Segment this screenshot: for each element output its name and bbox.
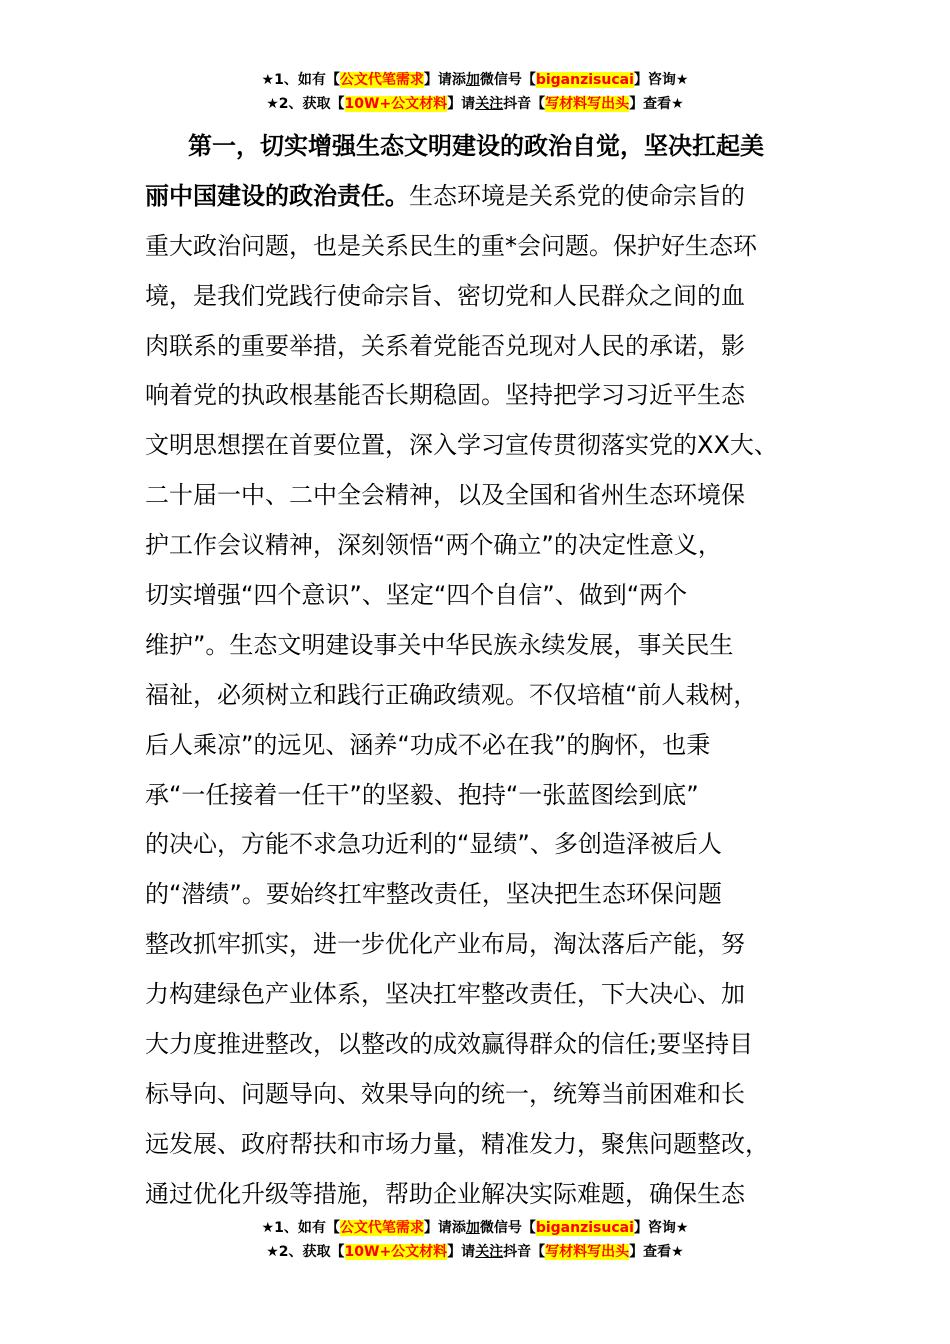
- paragraph-line: 响着党的执政根基能否长期稳固。坚持把学习习近平生态: [145, 381, 745, 410]
- wechat-id: biganzisucai: [535, 1220, 634, 1236]
- header-banner: [0, 68, 950, 116]
- banner-line-2: ★2、获取【10W+公文材料】请关注抖音【写材料写出头】查看★: [266, 1244, 684, 1260]
- paragraph-line: 大力度推进整改，以整改的成效赢得群众的信任;要坚持目: [145, 1030, 754, 1059]
- paragraph-line: 肉联系的重要举措，关系着党能否兑现对人民的承诺，影: [145, 331, 745, 360]
- paragraph-line: 重大政治问题，也是关系民生的重*会问题。保护好生态环: [145, 231, 757, 260]
- highlight-text: 10W+公文材料: [344, 1244, 448, 1260]
- highlight-text: 公文代笔需求: [339, 72, 424, 88]
- paragraph-line: 维护”。生态文明建设事关中华民族永续发展，事关民生: [145, 630, 734, 659]
- paragraph-line: 文明思想摆在首要位置，深入学习宣传贯彻落实党的XX大、: [145, 431, 778, 460]
- paragraph-line: 护工作会议精神，深刻领悟“两个确立”的决定性意义，: [145, 531, 722, 560]
- paragraph-line: 的决心，方能不求急功近利的“显绩”、多创造泽被后人: [145, 830, 722, 859]
- banner-line-1: ★1、如有【公文代笔需求】请添加微信号【biganzisucai】咨询★: [261, 1220, 689, 1236]
- douyin-account: 写材料写出头: [545, 1244, 630, 1260]
- document-body: [145, 122, 805, 1220]
- paragraph-line: 承“一任接着一任干”的坚毅、抱持“一张蓝图绘到底”: [145, 780, 699, 809]
- paragraph-line: 远发展、政府帮扶和市场力量，精准发力，聚焦问题整改，: [145, 1129, 769, 1158]
- paragraph-line: 二十届一中、二中全会精神，以及全国和省州生态环境保: [145, 481, 745, 510]
- highlight-text: 公文代笔需求: [339, 1220, 424, 1236]
- banner-line-2: ★2、获取【10W+公文材料】请关注抖音【写材料写出头】查看★: [266, 96, 684, 112]
- section-heading: 第一，切实增强生态文明建设的政治自觉，坚决扛起美: [188, 132, 764, 160]
- paragraph-line: 后人乘凉”的远见、涵养“功成不必在我”的胸怀，也秉: [145, 730, 711, 759]
- highlight-text: 10W+公文材料: [344, 96, 448, 112]
- paragraph-line: 丽中国建设的政治责任。生态环境是关系党的使命宗旨的: [145, 181, 745, 210]
- footer-banner: [0, 1216, 950, 1264]
- paragraph-line: 的“潜绩”。要始终扛牢整改责任，坚决把生态环保问题: [145, 880, 722, 909]
- paragraph-line: 力构建绿色产业体系，坚决扛牢整改责任，下大决心、加: [145, 980, 745, 1009]
- paragraph-line: 标导向、问题导向、效果导向的统一，统筹当前困难和长: [145, 1079, 745, 1108]
- paragraph-line: 整改抓牢抓实，进一步优化产业布局，淘汰落后产能，努: [145, 930, 745, 959]
- banner-line-1: ★1、如有【公文代笔需求】请添加微信号【biganzisucai】咨询★: [261, 72, 689, 88]
- wechat-id: biganzisucai: [535, 72, 634, 88]
- paragraph-line: 福祉，必须树立和践行正确政绩观。不仅培植“前人栽树，: [145, 680, 758, 709]
- paragraph-line: 切实增强“四个意识”、坚定“四个自信”、做到“两个: [145, 581, 688, 610]
- paragraph-line: 通过优化升级等措施，帮助企业解决实际难题，确保生态: [145, 1179, 745, 1208]
- section-heading-end: 丽中国建设的政治责任。: [145, 181, 409, 210]
- paragraph-line: 境，是我们党践行使命宗旨、密切党和人民群众之间的血: [145, 281, 745, 310]
- douyin-account: 写材料写出头: [545, 96, 630, 112]
